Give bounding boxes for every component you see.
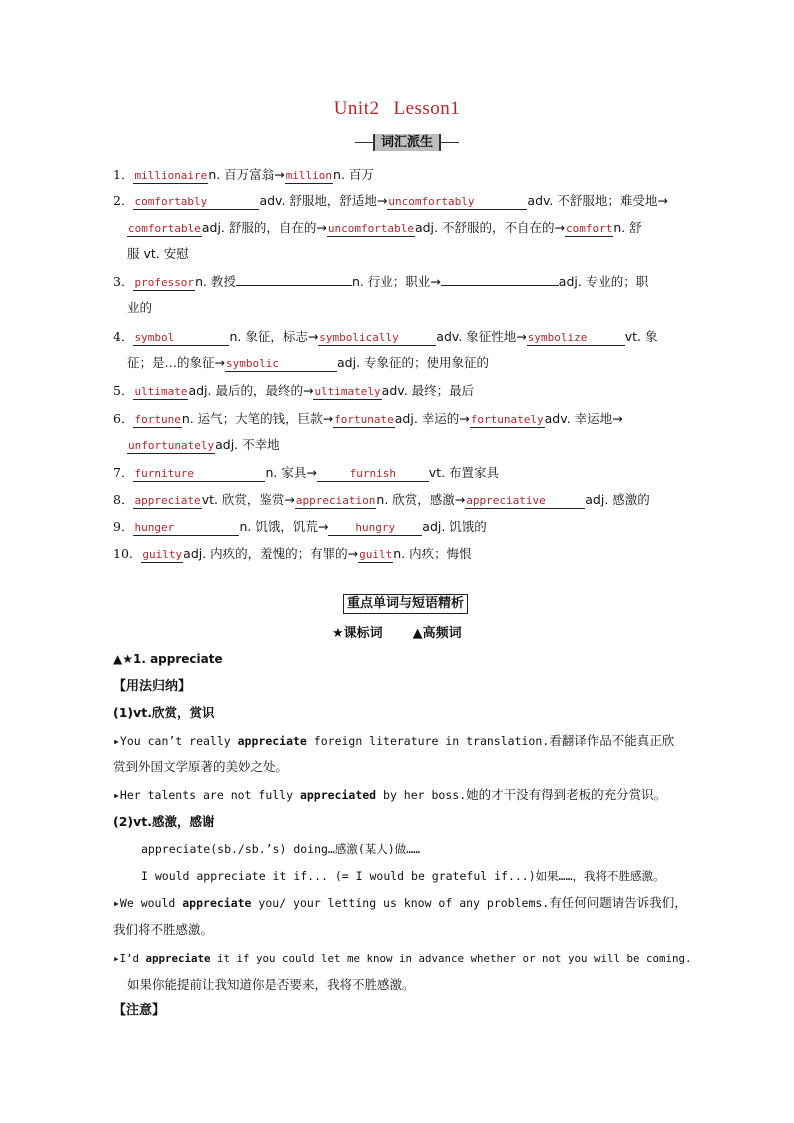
answer: furniture: [133, 466, 265, 482]
example-2: ▸Her talents are not fully appreciated by her boss.她的才干没有得到老板的充分赏识。: [113, 787, 667, 802]
answer: symbolic: [225, 356, 337, 372]
answer: appreciation: [295, 494, 376, 507]
answer: guilt: [359, 548, 393, 561]
answer: uncomfortable: [327, 222, 414, 235]
answer: fortunate: [334, 413, 394, 426]
section-heading-vocab: 词汇派生: [355, 134, 459, 151]
section-heading-key-words: 重点单词与短语精析: [343, 594, 468, 614]
answer: ultimately: [314, 385, 381, 398]
answer: symbol: [133, 330, 229, 346]
vocab-item-4: 4．symbol n. 象征，标志→symbolically adv. 象征性地→symbolize vt. 象: [113, 329, 658, 344]
answer: uncomfortably: [387, 194, 527, 210]
sense-2: (2)vt.感激，感谢: [113, 814, 215, 829]
example-1: ▸You can’t really appreciate foreign literature in translation.看翻译作品不能真正欣: [113, 733, 675, 748]
blank: [441, 272, 559, 286]
vocab-item-6: 6．fortunen. 运气；大笔的钱，巨款→fortunateadj. 幸运的→fortunatelyadv. 幸运地→: [113, 411, 623, 426]
example-4: ▸I’d appreciate it if you could let me know in advance whether or not you will be coming.: [113, 952, 692, 965]
pattern-2: I would appreciate it if... (= I would be grateful if...)如果……，我将不胜感激。: [141, 869, 665, 883]
answer: professor: [134, 276, 195, 289]
answer: symbolize: [527, 330, 625, 346]
answer: ultimate: [134, 385, 188, 398]
answer: fortunately: [470, 413, 544, 426]
answer: comfortably: [133, 194, 259, 210]
vocab-item-3: 3．professorn. 教授 n. 行业；职业→ adj. 专业的；职: [113, 274, 649, 289]
usage-heading: 【用法归纳】: [113, 679, 192, 694]
legend-high-frequency: ▲高频词: [412, 626, 462, 641]
vocab-item-9: 9．hunger n. 饥饿，饥荒→ hungry adj. 饥饿的: [113, 519, 487, 534]
page-title: [0, 98, 794, 120]
answer: appreciative: [465, 493, 585, 509]
answer: appreciate: [134, 494, 201, 507]
legend-core-words: ★课标词: [332, 626, 383, 641]
document-page: Unit2 Lesson1 词汇派生 1．millionairen. 百万富翁→millionn. 百万 2．comfortably adv. 舒服地，舒适地→uncomfortably adv. 不舒服地；难受地→ comfortableadj. 舒服的，自在的→uncomfortableadj. 不舒服的，不自在的→comfortn. 舒 服 vt. 安慰 3．professorn. 教授 n. 行业；职业→ adj. 专业的；职 业的 4．symbol n. 象征，标志→symbolically adv. 象征性地→symbolize vt. 象 征；是…的象征→symbolic adj. 专象征的；使用象征的 5．ultimateadj. 最后的，最终的→ultimatelyadv. 最终；最后 6．fortunen. 运气；大笔的钱，巨款→fortunateadj. 幸运的→fortunatelyadv. 幸运地→ unfortunatelyadj. 不幸地 7．furniture n. 家具→ furnish vt. 布置家具 8．appreciatevt. 欣赏，鉴赏→appreciationn. 欣赏，感激→appreciative adj. 感激的 9．hunger n. 饥饿，饥荒→ hungry adj. 饥饿的 10．guiltyadj. 内疚的，羞愧的；有罪的→guiltn. 内疚；悔恨 重点单词与短语精析 ★课标词 ▲高频词 ▲★1. appreciate 【用法归纳】 (1)vt.欣赏，赏识 ▸You can’t really appreciate foreign literature in translation.看翻译作品不能真正欣 赏到外国文学原著的美妙之处。 ▸Her talents are not fully appreciated by her boss.她的才干没有得到老板的充分赏识。 (2)vt.感激，感谢 appreciate(sb./sb.’s) doing…感激(某人)做…… I would appreciate it if... (= I would be grateful if...)如果……，我将不胜感激。 ▸We would appreciate you/ your letting us know of any problems.有任何问题请告诉我们， 我们将不胜感激。 ▸I’d appreciate it if you could let me know in advance whether or not you will be coming. 如果你能提前让我知道你是否要来，我将不胜感激。 【注意】: [0, 0, 794, 1123]
answer: symbolically: [318, 330, 436, 346]
answer: hunger: [133, 520, 239, 536]
answer: furnish: [317, 466, 429, 482]
vocab-item-1: 1．millionairen. 百万富翁→millionn. 百万: [113, 167, 374, 182]
vocab-item-5: 5．ultimateadj. 最后的，最终的→ultimatelyadv. 最终；最后: [113, 383, 475, 398]
legend: [332, 622, 492, 641]
example-3: ▸We would appreciate you/ your letting us know of any problems.有任何问题请告诉我们，: [113, 895, 687, 910]
title-unit: Unit2: [333, 98, 380, 119]
vocab-item-7: 7．furniture n. 家具→ furnish vt. 布置家具: [113, 465, 500, 480]
sense-1: (1)vt.欣赏，赏识: [113, 705, 215, 720]
vocab-item-8: 8．appreciatevt. 欣赏，鉴赏→appreciationn. 欣赏，感激→appreciative adj. 感激的: [113, 492, 650, 507]
pattern-1: appreciate(sb./sb.’s) doing…感激(某人)做……: [141, 842, 421, 856]
vocab-item-2-cont: comfortableadj. 舒服的，自在的→uncomfortableadj. 不舒服的，不自在的→comfortn. 舒: [128, 220, 642, 235]
answer: hungry: [328, 520, 422, 536]
answer: unfortunately: [128, 439, 215, 452]
note-heading: 【注意】: [113, 1003, 166, 1018]
answer: guilty: [142, 548, 183, 561]
entry-heading: ▲★1. appreciate: [113, 652, 223, 666]
answer: fortune: [134, 413, 181, 426]
title-lesson: Lesson1: [393, 98, 461, 119]
blank: [236, 272, 352, 286]
answer: millionaire: [134, 169, 208, 182]
answer: comfortable: [128, 222, 201, 235]
vocab-item-10: 10．guiltyadj. 内疚的，羞愧的；有罪的→guiltn. 内疚；悔恨: [113, 546, 472, 561]
answer: million: [285, 169, 333, 182]
answer: comfort: [565, 222, 613, 235]
vocab-item-2: 2．comfortably adv. 舒服地，舒适地→uncomfortably adv. 不舒服地；难受地→: [113, 193, 668, 208]
